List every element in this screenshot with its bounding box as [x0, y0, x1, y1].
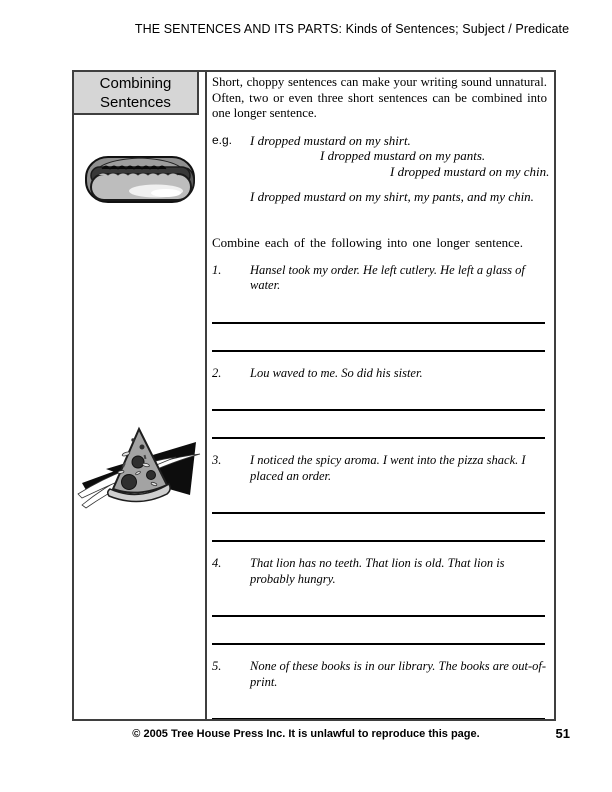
question-number: 5.: [212, 659, 222, 674]
answer-line: [212, 718, 545, 719]
question-number: 4.: [212, 556, 222, 571]
hotdog-illustration: [82, 148, 198, 212]
question-text: I noticed the spicy aroma. I went into the pizza shack. I placed an order.: [250, 453, 526, 483]
answer-line: [212, 437, 545, 439]
question-text: Lou waved to me. So did his sister.: [250, 365, 423, 380]
example-sentence-2: I dropped mustard on my pants.: [320, 148, 486, 164]
answer-line: [212, 512, 545, 514]
exercise-items: [212, 263, 547, 719]
answer-line: [212, 350, 545, 352]
worksheet-frame: [72, 70, 556, 721]
page-title: THE SENTENCES AND ITS PARTS: Kinds of Sentences; Subject / Predicate: [134, 22, 570, 36]
question-number: 3.: [212, 453, 222, 468]
sidebar: [74, 72, 207, 719]
exercise-item: [212, 453, 547, 542]
question-text: That lion has no teeth. That lion is old. That lion is probably hungry.: [250, 556, 505, 586]
answer-line: [212, 409, 545, 411]
question-number: 1.: [212, 262, 222, 277]
exercise-item: [212, 263, 547, 352]
example-sentence-3: I dropped mustard on my chin.: [390, 163, 550, 179]
example-sentence-1: I dropped mustard on my shirt.: [250, 132, 411, 148]
answer-line: [212, 540, 545, 542]
answer-line: [212, 615, 545, 617]
example-block: [212, 132, 550, 205]
question-text: None of these books is in our library. The books are out-of-print.: [250, 659, 547, 689]
exercise-instruction: Combine each of the following into one longer sentence.: [212, 234, 523, 250]
pizza-slice-illustration: [76, 423, 204, 521]
answer-line: [212, 322, 545, 324]
exercise-item: [212, 366, 547, 440]
exercise-item: [212, 659, 547, 719]
example-label: e.g.: [212, 132, 233, 147]
example-combined-sentence: I dropped mustard on my shirt, my pants, and my chin.: [250, 189, 534, 205]
intro-paragraph: Short, choppy sentences can make your writing sound unnatural. Often, two or even three short sentences can be combined into one longer sentence.: [212, 75, 547, 121]
lesson-title: Combining Sentences: [99, 74, 172, 111]
question-number: 2.: [212, 365, 222, 380]
exercise-item: [212, 556, 547, 645]
answer-line: [212, 643, 545, 645]
lesson-title-box: [72, 70, 199, 115]
worksheet-content: [207, 72, 554, 719]
question-text: Hansel took my order. He left cutlery. He left a glass of water.: [250, 262, 525, 293]
copyright-notice: © 2005 Tree House Press Inc. It is unlawful to reproduce this page.: [132, 728, 480, 740]
page-number: 51: [555, 726, 570, 741]
